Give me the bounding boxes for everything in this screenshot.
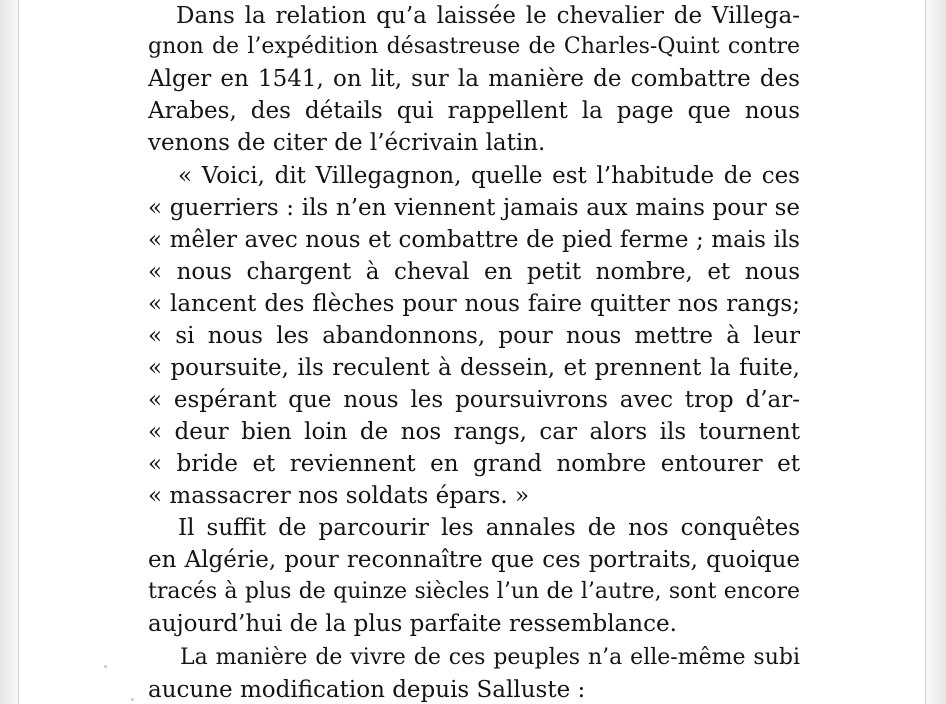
quote-line-10: « bride et reviennent en grand nombre entourer et <box>148 451 800 477</box>
quote-line-8: « espérant que nous les poursuivrons avec trop d’ar- <box>148 387 800 413</box>
text-line-8: tracés à plus de quinze siècles l’un de l’autre, sont encore <box>148 579 800 604</box>
page-right-margin <box>926 0 946 704</box>
quote-line-1: « Voici, dit Villegagnon, quelle est l’habitude de ces <box>178 163 800 189</box>
scan-speck <box>104 665 107 668</box>
quote-line-4: « nous chargent à cheval en petit nombre, et nous <box>148 259 800 285</box>
text-line-5: venons de citer de l’écrivain latin. <box>148 130 546 156</box>
text-line-3: Alger en 1541, on lit, sur la manière de combattre des <box>148 66 800 92</box>
text-line-2: gnon de l’expédition désastreuse de Charles-Quint contre <box>148 34 800 59</box>
text-line-6: Il suffit de parcourir les annales de nos conquêtes <box>178 515 800 541</box>
text-line-4: Arabes, des détails qui rappellent la page que nous <box>148 98 800 124</box>
quote-line-11: « massacrer nos soldats épars. » <box>148 483 530 509</box>
quote-line-6: « si nous les abandonnons, pour nous mettre à leur <box>148 323 800 349</box>
quote-line-3: « mêler avec nous et combattre de pied ferme ; mais ils <box>148 227 800 253</box>
page-left-border <box>18 0 19 704</box>
scan-speck <box>131 698 134 701</box>
quote-line-2: « guerriers : ils n’en viennent jamais aux mains pour se <box>148 195 800 221</box>
text-line-1: Dans la relation qu’a laissée le chevalier de Villega- <box>176 3 800 29</box>
quote-line-5: « lancent des flèches pour nous faire quitter nos rangs; <box>148 291 800 317</box>
text-line-11: aucune modification depuis Salluste : <box>148 677 586 703</box>
page-right-border <box>925 0 926 704</box>
text-line-10: La manière de vivre de ces peuples n’a elle-même subi <box>180 645 800 670</box>
page-left-margin <box>0 0 18 704</box>
quote-line-9: « deur bien loin de nos rangs, car alors ils tournent <box>148 419 800 445</box>
quote-line-7: « poursuite, ils reculent à dessein, et prennent la fuite, <box>148 355 800 381</box>
text-line-7: en Algérie, pour reconnaître que ces portraits, quoique <box>148 547 800 573</box>
text-line-9: aujourd’hui de la plus parfaite ressemblance. <box>148 611 677 637</box>
